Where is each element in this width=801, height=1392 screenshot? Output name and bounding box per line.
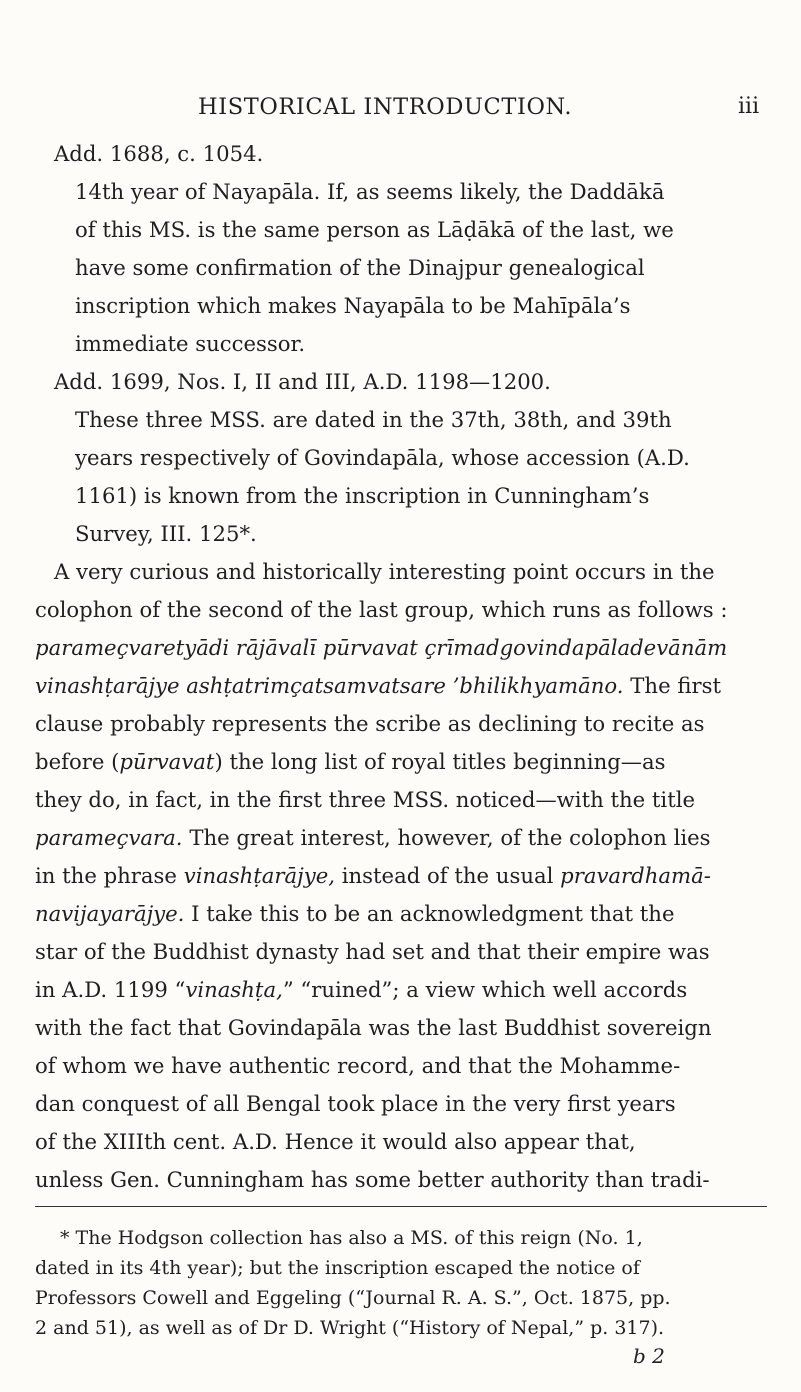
signature-mark: b 2 bbox=[633, 1344, 665, 1368]
text-line: before (pūrvavat) the long list of royal titles beginning—as bbox=[35, 749, 666, 774]
text-line: of this MS. is the same person as Lāḍākā of the last, we bbox=[75, 217, 674, 242]
footnote-line: 2 and 51), as well as of Dr D. Wright (“History of Nepal,” p. 317). bbox=[35, 1317, 665, 1339]
sanskrit-term: parameçvara. bbox=[35, 825, 183, 850]
text-line: vinashṭarājye ashṭatrimçatsamvatsare ’bhilikhyamāno. The first bbox=[35, 673, 721, 698]
text-line: years respectively of Govindapāla, whose accession (A.D. bbox=[75, 445, 690, 470]
entry-heading: Add. 1699, Nos. I, II and III, A.D. 1198—1200. bbox=[54, 369, 551, 394]
sanskrit-term: pravardhamā- bbox=[560, 863, 711, 888]
text-line: of the XIIIth cent. A.D. Hence it would also appear that, bbox=[35, 1129, 636, 1154]
text-line: they do, in fact, in the first three MSS. noticed—with the title bbox=[35, 787, 696, 812]
text-line: clause probably represents the scribe as declining to recite as bbox=[35, 711, 705, 736]
footnote-line: Professors Cowell and Eggeling (“Journal R. A. S.”, Oct. 1875, pp. bbox=[35, 1287, 671, 1309]
footnote-line: * The Hodgson collection has also a MS. of this reign (No. 1, bbox=[60, 1227, 643, 1249]
entry-heading: Add. 1688, c. 1054. bbox=[54, 141, 264, 166]
text-line: dan conquest of all Bengal took place in the very first years bbox=[35, 1091, 676, 1116]
text-line: 1161) is known from the inscription in Cunningham’s bbox=[75, 483, 650, 508]
text-line: A very curious and historically interesting point occurs in the bbox=[54, 559, 715, 584]
text-line: parameçvara. The great interest, however, of the colophon lies bbox=[35, 825, 711, 850]
sanskrit-term: vinashṭarājye, bbox=[183, 863, 335, 888]
text-line: of whom we have authentic record, and that the Mohamme- bbox=[35, 1053, 681, 1078]
footnote-line: dated in its 4th year); but the inscription escaped the notice of bbox=[35, 1257, 640, 1279]
text-line: colophon of the second of the last group, which runs as follows : bbox=[35, 597, 728, 622]
text-line: immediate successor. bbox=[75, 331, 306, 356]
text-line: inscription which makes Nayapāla to be Mahīpāla’s bbox=[75, 293, 631, 318]
text-line bbox=[35, 633, 727, 663]
page-number: iii bbox=[738, 94, 760, 119]
text-line: Survey, III. 125*. bbox=[75, 521, 257, 546]
sanskrit-phrase: vinashṭarājye ashṭatrimçatsamvatsare ’bhilikhyamāno. bbox=[35, 673, 624, 698]
text-line: navijayarājye. I take this to be an acknowledgment that the bbox=[35, 901, 675, 926]
text-line: unless Gen. Cunningham has some better authority than tradi- bbox=[35, 1167, 710, 1192]
footnote-divider bbox=[35, 1206, 767, 1207]
sanskrit-term: vinashṭa, bbox=[185, 977, 283, 1002]
sanskrit-term: pūrvavat bbox=[119, 749, 215, 774]
text-line: star of the Buddhist dynasty had set and that their empire was bbox=[35, 939, 710, 964]
text-line: have some confirmation of the Dinajpur genealogical bbox=[75, 255, 645, 280]
sanskrit-phrase: parameçvaretyādi rājāvalī pūrvavat çrīmadgovindapāladevānām bbox=[35, 635, 728, 660]
text-line: with the fact that Govindapāla was the last Buddhist sovereign bbox=[35, 1015, 712, 1040]
text-line: 14th year of Nayapāla. If, as seems likely, the Daddākā bbox=[75, 179, 665, 204]
text-line: in A.D. 1199 “vinashṭa,” “ruined”; a view which well accords bbox=[35, 977, 688, 1002]
text-line: in the phrase vinashṭarājye, instead of the usual pravardhamā- bbox=[35, 863, 711, 888]
running-head bbox=[0, 94, 801, 124]
text-line: These three MSS. are dated in the 37th, 38th, and 39th bbox=[75, 407, 672, 432]
sanskrit-term: navijayarājye. bbox=[35, 901, 185, 926]
running-title: HISTORICAL INTRODUCTION. bbox=[198, 94, 573, 120]
